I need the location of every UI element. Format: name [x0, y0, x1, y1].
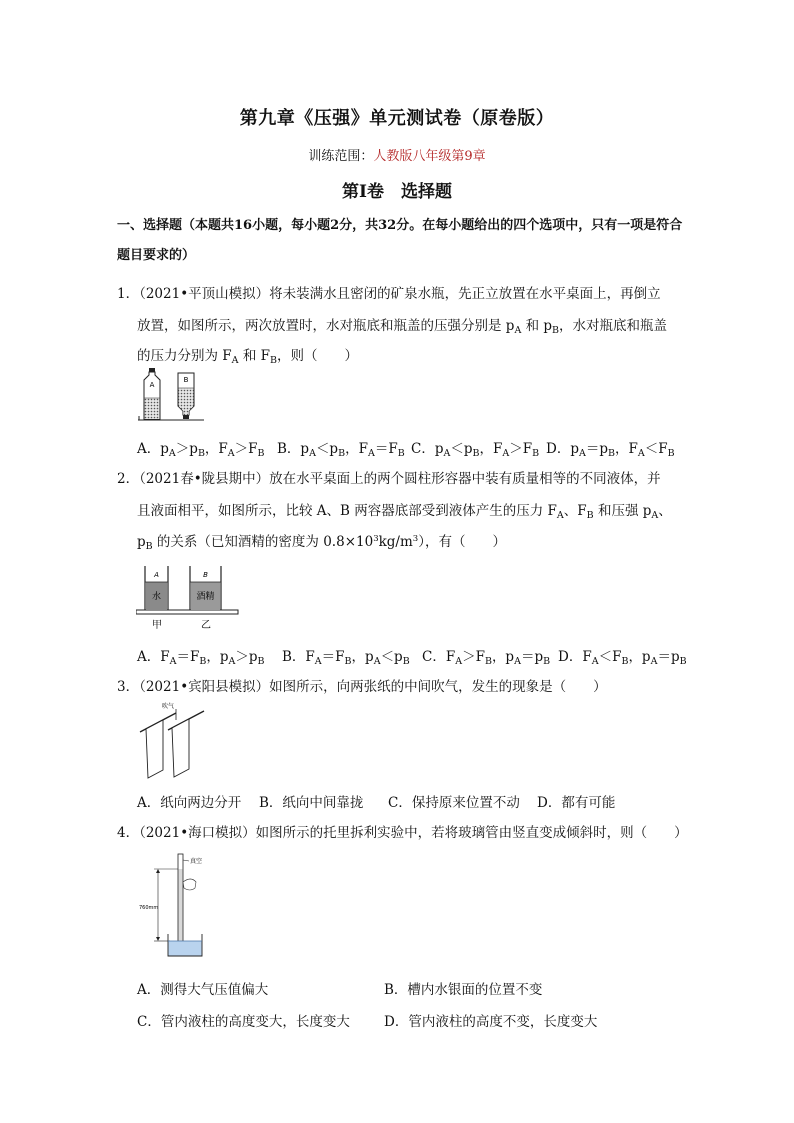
- section-instructions: 一、选择题（本题共16小题，每小题2分，共32分。在每小题给出的四个选项中，只有一项是符合题目要求的）: [117, 218, 683, 263]
- section-title: 第Ⅰ卷 选择题: [342, 182, 452, 202]
- container-water: [145, 566, 168, 610]
- q1-option-b[interactable]: B．$p_A<p_B$，$F_A=F_B$: [277, 441, 405, 459]
- fig-q1-label-a: A: [149, 381, 155, 389]
- q3-paper-figure: [138, 700, 206, 782]
- q1-line1: 1．（2021•平顶山模拟）将未装满水且密闭的矿泉水瓶，先正立放置在水平桌面上，再倒立: [117, 286, 661, 302]
- q2-option-a[interactable]: A．$F_A=F_B$，$p_A>p_B$: [137, 649, 265, 667]
- q1-option-a[interactable]: A．$p_A>p_B$，$F_A>F_B$: [137, 441, 265, 459]
- q4-option-c[interactable]: C．管内液柱的高度变大，长度变大: [137, 1014, 350, 1030]
- q1-line3: 的压力分别为 $F_A$ 和 $F_B$，则（ ）: [137, 348, 358, 366]
- q3-line1: 3．（2021•宾阳县模拟）如图所示，向两张纸的中间吹气，发生的现象是（ ）: [117, 679, 607, 695]
- page-title: 第九章《压强》单元测试卷（原卷版）: [239, 108, 555, 129]
- q3-option-b[interactable]: B．纸向中间靠拢: [259, 795, 364, 811]
- q3-option-a[interactable]: A．纸向两边分开: [137, 795, 242, 811]
- bottle-upright: [144, 368, 160, 419]
- fig-q4-label-vacuum: 真空: [190, 858, 203, 865]
- q4-line1: 4．（2021•海口模拟）如图所示的托里拆利实验中，若将玻璃管由竖直变成倾斜时，则（ ）: [117, 825, 688, 841]
- q4-option-a[interactable]: A．测得大气压值偏大: [137, 982, 269, 998]
- bottle-inverted: [178, 373, 194, 419]
- q3-option-d[interactable]: D．都有可能: [537, 795, 616, 811]
- q2-line2: 且液面相平，如图所示，比较 A、B 两容器底部受到液体产生的压力 $F_A$、$F_B$ 和压强 $p_A$、: [137, 503, 672, 521]
- q2-option-c[interactable]: C．$F_A>F_B$，$p_A=p_B$: [422, 649, 551, 667]
- q1-line2: 放置，如图所示，两次放置时，水对瓶底和瓶盖的压强分别是 $p_A$ 和 $p_B$，水对瓶底和瓶盖: [137, 318, 668, 336]
- q2-option-d[interactable]: D．$F_A<F_B$，$p_A=p_B$: [558, 649, 687, 667]
- q4-option-b[interactable]: B．槽内水银面的位置不变: [384, 982, 543, 998]
- q4-torricelli-figure: [138, 852, 218, 960]
- container-alcohol: [190, 566, 221, 610]
- fig-q4-label-height: 760mm: [139, 905, 159, 911]
- scope-label: 训练范围：: [308, 149, 374, 164]
- fig-q1-label-b: B: [183, 376, 189, 384]
- q1-bottles-figure: [138, 368, 228, 424]
- q2-line1: 2．（2021春•陇县期中）放在水平桌面上的两个圆柱形容器中装有质量相等的不同液体，并: [117, 471, 661, 487]
- fig-q2-caption-b: 乙: [201, 620, 211, 631]
- q2-option-b[interactable]: B．$F_A=F_B$，$p_A<p_B$: [282, 649, 410, 667]
- scope-value: 人教版八年级第9章: [373, 149, 486, 164]
- training-scope: [0, 145, 794, 164]
- q3-option-c[interactable]: C．保持原来位置不动: [388, 795, 520, 811]
- fig-q3-label: 吹气: [161, 703, 175, 710]
- q1-option-d[interactable]: D．$p_A=p_B$，$F_A<F_B$: [546, 441, 675, 459]
- q4-option-d[interactable]: D．管内液柱的高度不变，长度变大: [384, 1014, 598, 1030]
- fig-q2-caption-a: 甲: [152, 620, 162, 631]
- q2-line3: $p_B$ 的关系（已知酒精的密度为 $0.8\times 10^3kg/m^3$），有（ ）: [137, 534, 506, 552]
- fig-q2-liquid-a: 水: [151, 592, 162, 602]
- fig-q2-liquid-b: 酒精: [196, 592, 215, 602]
- q1-option-c[interactable]: C．$p_A<p_B$，$F_A>F_B$: [411, 441, 540, 459]
- fig-q2-label-a: A: [154, 571, 159, 579]
- fig-q2-label-b: B: [203, 571, 208, 579]
- q2-containers-figure: [136, 560, 242, 632]
